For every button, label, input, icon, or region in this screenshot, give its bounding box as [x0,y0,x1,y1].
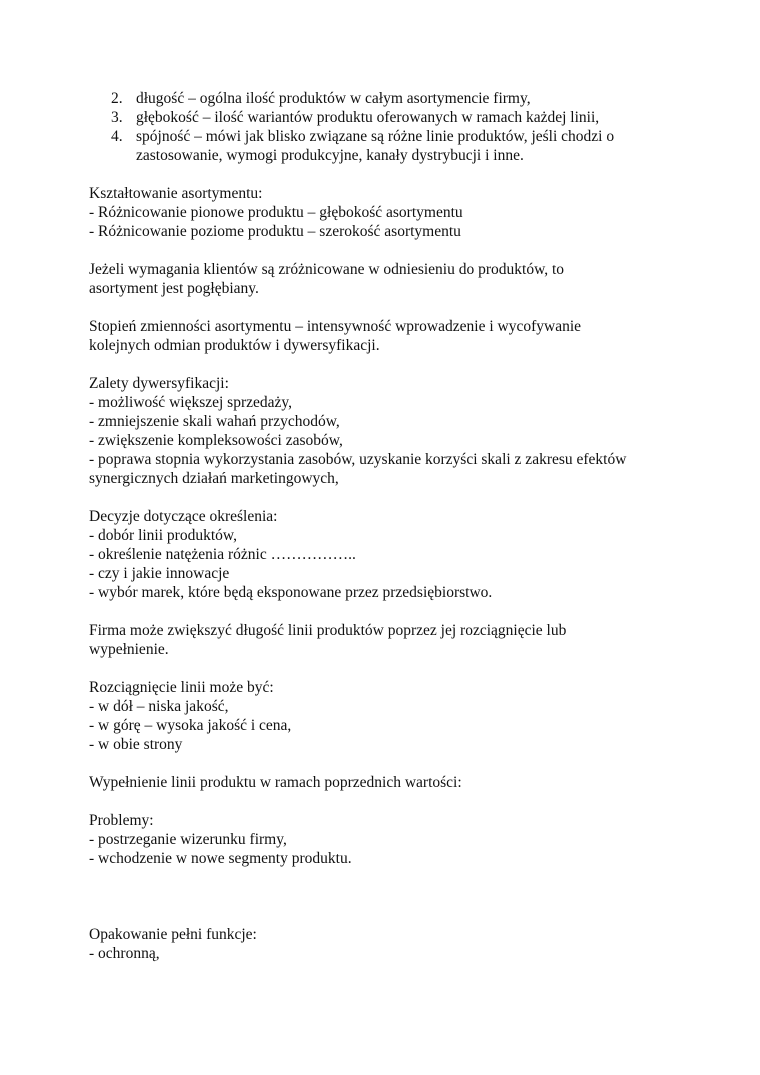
list-text: długość – ogólna ilość produktów w całym asortymencie firmy, [136,90,531,107]
section-heading: Zalety dywersyfikacji: [89,375,229,392]
bullet-line: - określenie natężenia różnic …………….. [89,546,356,563]
list-text-line: zastosowanie, wymogi produkcyjne, kanały dystrybucji i inne. [136,147,524,164]
section-problemy [89,811,689,868]
section-heading: Rozciągnięcie linii może być: [89,679,274,696]
section-decyzje [89,507,689,602]
text-line: Wypełnienie linii produktu w ramach poprzednich wartości: [89,774,462,791]
text-line: Stopień zmienności asortymentu – intensywność wprowadzenie i wycofywanie [89,318,582,335]
list-number: 4. [111,128,123,145]
list-item [89,127,689,165]
bullet-line: - Różnicowanie pionowe produktu – głębokość asortymentu [89,204,463,221]
paragraph-wypelnienie [89,773,689,792]
text-line: Jeżeli wymagania klientów są zróżnicowane w odniesieniu do produktów, to [89,261,565,278]
section-heading: Kształtowanie asortymentu: [89,185,263,202]
bullet-line: - ochronną, [89,945,160,962]
bullet-line: - Różnicowanie poziome produktu – szerokość asortymentu [89,223,461,240]
bullet-line: - dobór linii produktów, [89,527,237,544]
bullet-line: - czy i jakie innowacje [89,565,230,582]
bullet-line: - w obie strony [89,736,183,753]
bullet-line: - w górę – wysoka jakość i cena, [89,717,292,734]
bullet-line: - w dół – niska jakość, [89,698,229,715]
list-number: 3. [111,109,123,126]
document-page [89,89,689,963]
bullet-line: - wchodzenie w nowe segmenty produktu. [89,850,352,867]
section-zalety [89,374,689,488]
section-heading: Opakowanie pełni funkcje: [89,926,257,943]
text-line: kolejnych odmian produktów i dywersyfikacji. [89,337,380,354]
list-number: 2. [111,90,123,107]
bullet-line: - możliwość większej sprzedaży, [89,394,292,411]
list-text: głębokość – ilość wariantów produktu oferowanych w ramach każdej linii, [136,109,600,126]
section-ksztaltowanie [89,184,689,241]
bullet-line: - zwiększenie kompleksowości zasobów, [89,432,343,449]
section-heading: Problemy: [89,812,154,829]
text-line: Firma może zwiększyć długość linii produktów poprzez jej rozciągnięcie lub [89,622,567,639]
bullet-line: - wybór marek, które będą eksponowane przez przedsiębiorstwo. [89,584,493,601]
bullet-line: - postrzeganie wizerunku firmy, [89,831,287,848]
definition-list [89,89,689,165]
text-line: wypełnienie. [89,641,169,658]
section-heading: Decyzje dotyczące określenia: [89,508,278,525]
bullet-line: - zmniejszenie skali wahań przychodów, [89,413,340,430]
bullet-continuation: synergicznych działań marketingowych, [89,470,339,487]
paragraph-firma [89,621,689,659]
list-text-line: spójność – mówi jak blisko związane są różne linie produktów, jeśli chodzi o [136,128,615,145]
paragraph-stopien [89,317,689,355]
list-item [89,108,689,127]
paragraph-wymagania [89,260,689,298]
bullet-line: - poprawa stopnia wykorzystania zasobów, uzyskanie korzyści skali z zakresu efektów [89,451,627,468]
section-opakowanie [89,925,689,963]
list-item [89,89,689,108]
section-rozciagniecie [89,678,689,754]
text-line: asortyment jest pogłębiany. [89,280,259,297]
